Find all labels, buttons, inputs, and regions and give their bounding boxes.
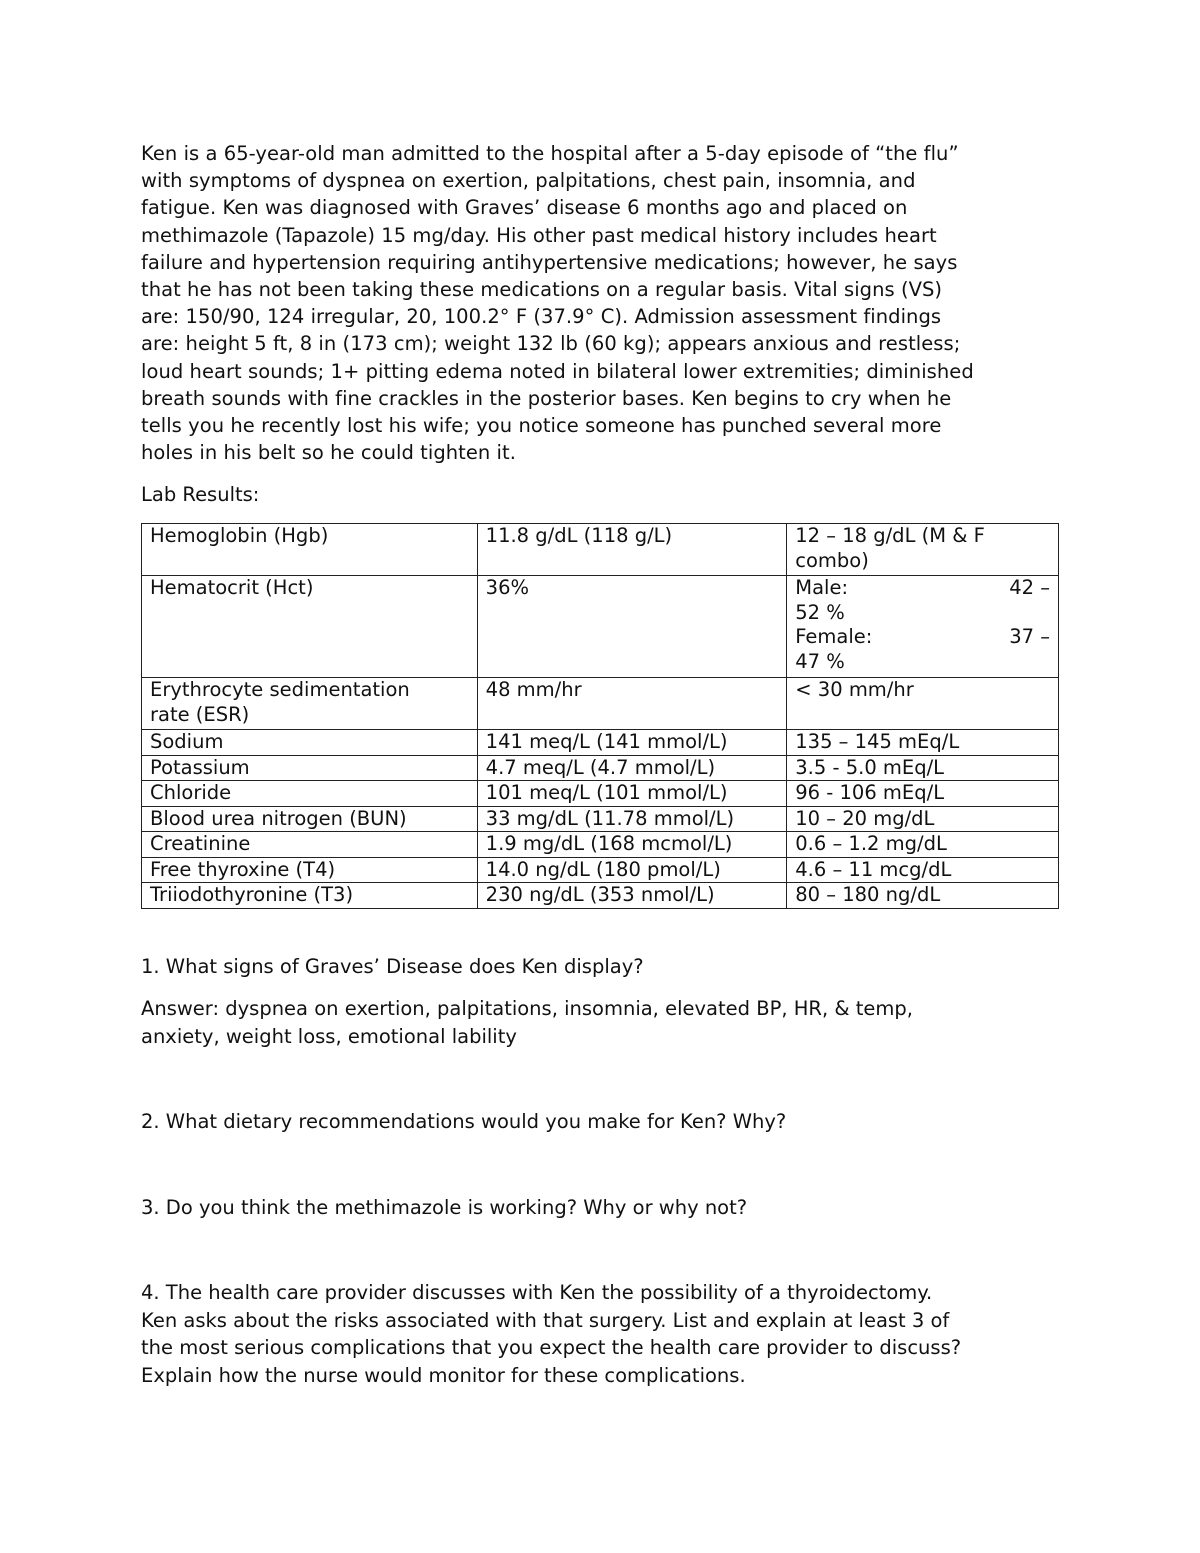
lab-reference: 10 – 20 mg/dL <box>787 806 1059 832</box>
table-row <box>142 806 1059 832</box>
lab-value: 141 meq/L (141 mmol/L) <box>477 730 787 756</box>
lab-value: 48 mm/hr <box>477 678 787 730</box>
question-line: 4. The health care provider discusses with Ken the possibility of a thyroidectomy. <box>141 1281 933 1304</box>
case-line: tells you he recently lost his wife; you notice someone has punched several more <box>141 414 942 438</box>
table-row <box>142 576 1059 678</box>
lab-value: 101 meq/L (101 mmol/L) <box>477 781 787 807</box>
lab-name: Hemoglobin (Hgb) <box>142 524 478 576</box>
lab-value: 14.0 ng/dL (180 pmol/L) <box>477 857 787 883</box>
answer-1 <box>141 995 1061 1050</box>
case-line: failure and hypertension requiring antihypertensive medications; however, he says <box>141 250 958 274</box>
lab-results-table <box>141 523 1059 909</box>
case-line: breath sounds with fine crackles in the posterior bases. Ken begins to cry when he <box>141 386 952 410</box>
lab-name-line: Erythrocyte sedimentation <box>150 678 410 701</box>
question-2: 2. What dietary recommendations would you make for Ken? Why? <box>141 1110 787 1133</box>
lab-value: 36% <box>477 576 787 678</box>
question-1: 1. What signs of Graves’ Disease does Ken display? <box>141 955 644 978</box>
lab-name: Potassium <box>142 755 478 781</box>
lab-name-line: rate (ESR) <box>150 702 250 726</box>
lab-value: 230 ng/dL (353 nmol/L) <box>477 883 787 909</box>
reference-line: 12 – 18 g/dL (M & F <box>795 524 985 547</box>
reference-line <box>795 625 1050 650</box>
female-label: Female: <box>795 625 873 648</box>
lab-reference: 80 – 180 ng/dL <box>787 883 1059 909</box>
male-range-cont: 52 % <box>795 600 845 624</box>
lab-reference: < 30 mm/hr <box>787 678 1059 730</box>
case-line: methimazole (Tapazole) 15 mg/day. His other past medical history includes heart <box>141 223 937 247</box>
lab-reference <box>787 524 1059 576</box>
lab-name: Chloride <box>142 781 478 807</box>
lab-reference: 0.6 – 1.2 mg/dL <box>787 832 1059 858</box>
question-line: Explain how the nurse would monitor for these complications. <box>141 1363 746 1387</box>
table-row <box>142 755 1059 781</box>
table-row <box>142 883 1059 909</box>
lab-name: Hematocrit (Hct) <box>142 576 478 678</box>
lab-reference <box>787 576 1059 678</box>
case-line: Ken is a 65-year-old man admitted to the hospital after a 5-day episode of “the flu” <box>141 142 959 165</box>
table-row <box>142 857 1059 883</box>
lab-value: 1.9 mg/dL (168 mcmol/L) <box>477 832 787 858</box>
female-range: 37 – <box>1009 625 1050 648</box>
question-line: the most serious complications that you expect the health care provider to discuss? <box>141 1336 962 1359</box>
lab-reference: 135 – 145 mEq/L <box>787 730 1059 756</box>
question-line: Ken asks about the risks associated with that surgery. List and explain at least 3 of <box>141 1308 950 1332</box>
reference-line <box>795 576 1050 601</box>
lab-name <box>142 678 478 730</box>
lab-reference: 3.5 - 5.0 mEq/L <box>787 755 1059 781</box>
lab-name: Sodium <box>142 730 478 756</box>
table-row <box>142 730 1059 756</box>
table-row <box>142 781 1059 807</box>
case-line: are: 150/90, 124 irregular, 20, 100.2° F (37.9° C). Admission assessment findings <box>141 305 942 329</box>
lab-results-heading: Lab Results: <box>141 483 260 506</box>
case-line: holes in his belt so he could tighten it. <box>141 441 516 465</box>
lab-name: Triiodothyronine (T3) <box>142 883 478 909</box>
lab-name: Free thyroxine (T4) <box>142 857 478 883</box>
question-4 <box>141 1279 1061 1389</box>
lab-reference: 96 - 106 mEq/L <box>787 781 1059 807</box>
answer-line: anxiety, weight loss, emotional lability <box>141 1024 517 1048</box>
male-label: Male: <box>795 576 849 599</box>
lab-value: 11.8 g/dL (118 g/L) <box>477 524 787 576</box>
male-range: 42 – <box>1009 576 1050 599</box>
lab-value: 4.7 meq/L (4.7 mmol/L) <box>477 755 787 781</box>
table-row <box>142 678 1059 730</box>
case-line: with symptoms of dyspnea on exertion, palpitations, chest pain, insomnia, and <box>141 169 916 193</box>
case-line: fatigue. Ken was diagnosed with Graves’ disease 6 months ago and placed on <box>141 196 908 220</box>
case-line: that he has not been taking these medications on a regular basis. Vital signs (VS) <box>141 278 943 302</box>
table-row <box>142 832 1059 858</box>
question-3: 3. Do you think the methimazole is working? Why or why not? <box>141 1196 748 1219</box>
female-range-cont: 47 % <box>795 649 845 673</box>
case-description <box>141 140 1061 466</box>
answer-line: Answer: dyspnea on exertion, palpitations, insomnia, elevated BP, HR, & temp, <box>141 997 913 1020</box>
case-line: loud heart sounds; 1+ pitting edema noted in bilateral lower extremities; diminished <box>141 359 974 383</box>
lab-name: Creatinine <box>142 832 478 858</box>
reference-line: combo) <box>795 548 869 572</box>
lab-value: 33 mg/dL (11.78 mmol/L) <box>477 806 787 832</box>
table-row <box>142 524 1059 576</box>
lab-name: Blood urea nitrogen (BUN) <box>142 806 478 832</box>
case-line: are: height 5 ft, 8 in (173 cm); weight 132 lb (60 kg); appears anxious and restless; <box>141 332 961 356</box>
lab-reference: 4.6 – 11 mcg/dL <box>787 857 1059 883</box>
